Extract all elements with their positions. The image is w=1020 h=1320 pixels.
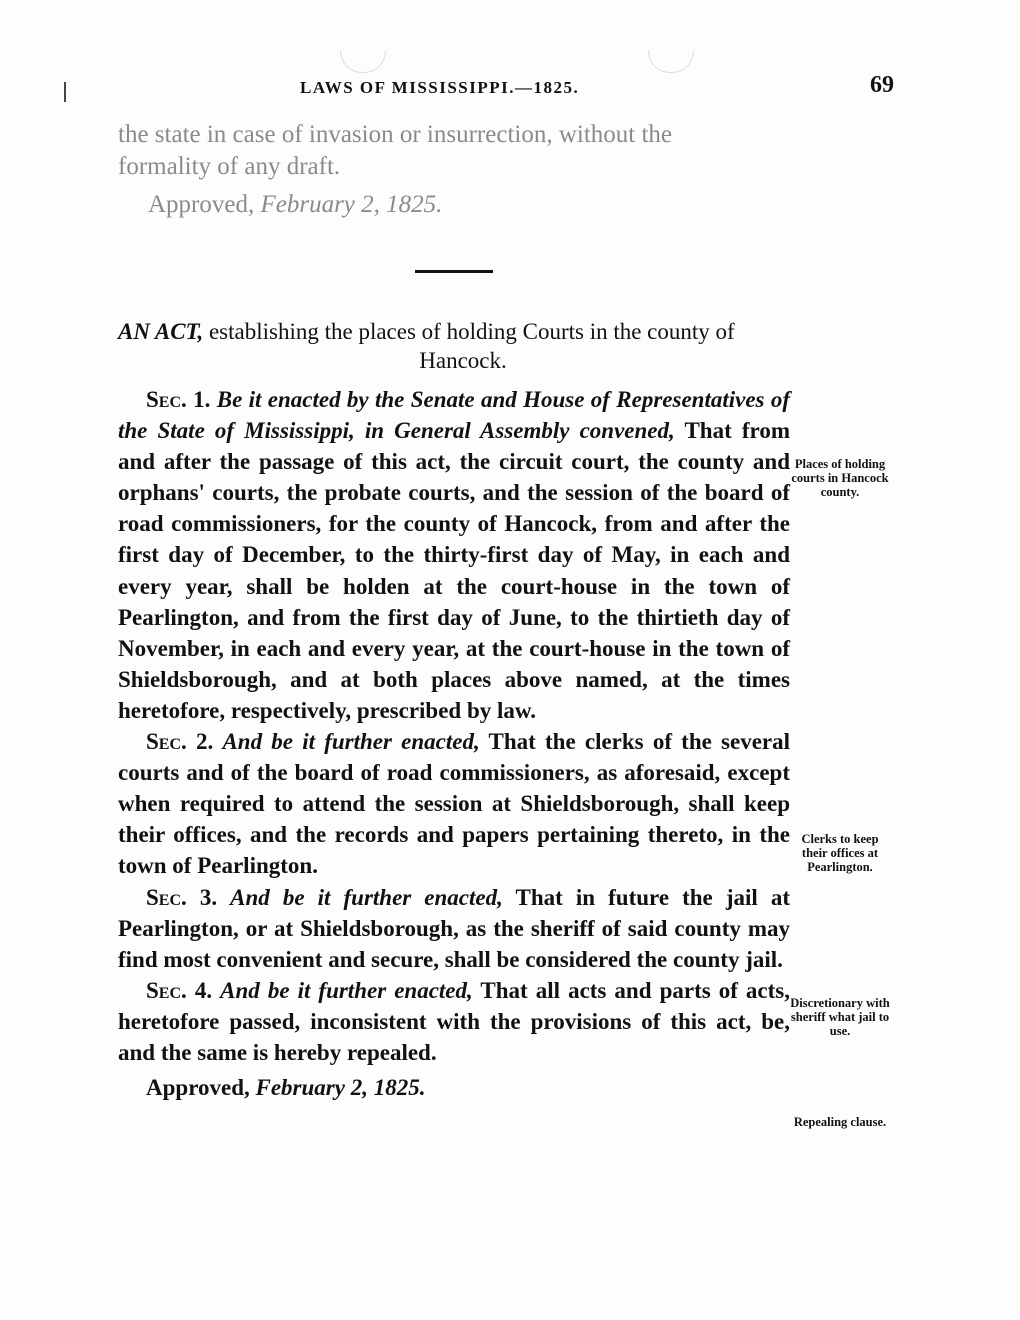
- section-4: [118, 975, 790, 1068]
- approved-date: February 2, 1825.: [260, 191, 443, 218]
- enacting-clause: And be it further enacted,: [230, 884, 503, 910]
- approved-label: Approved,: [146, 1075, 250, 1101]
- enacting-clause: Be it enacted by the Senate and House of Representatives of the State of Mississippi, in General Assembly convened,: [118, 387, 790, 444]
- act-title-county: Hancock.: [419, 348, 507, 373]
- section-text: That from and after the passage of this act, the circuit court, the county and orphans' courts, the probate courts, and the session of the board of road commissioners, for the county of Hancock, from and after the first day of December, to the thirty-first day of May, in each and every year, shall be holden at the court-house in the town of Pearlington, and from the first day of June, to the thirtieth day of November, in each and every year, at the court-house in the town of Shieldsborough, and at both places above named, at the times heretofore, respectively, prescribed by law.: [118, 418, 790, 723]
- act-divider-rule: [415, 270, 493, 273]
- previous-act-line-2: formality of any draft.: [118, 153, 341, 180]
- section-3: [118, 882, 790, 975]
- enacting-clause: And be it further enacted,: [222, 729, 480, 755]
- section-2: [118, 726, 790, 881]
- act-title: [118, 317, 808, 375]
- enacting-clause: And be it further enacted,: [220, 977, 473, 1003]
- binding-hole-mark: [648, 50, 694, 73]
- section-text: That in future the jail at Pearlington, or at Shieldsborough, as the sheriff of said county may find most convenient and secure, shall be considered the county jail.: [118, 884, 791, 972]
- binding-hole-mark: [340, 50, 386, 73]
- previous-act-approval: [148, 190, 442, 220]
- running-header: LAWS OF MISSISSIPPI.—1825.: [300, 78, 580, 97]
- section-text: That the clerks of the several courts and of the board of road commissioners, as aforesaid, except when required to attend the session at Shieldsborough, shall keep their offices, and the records and papers pertaining thereto, in the town of Pearlington.: [118, 729, 791, 879]
- margin-note-places-of-holding-courts: Places of holding courts in Hancock county.: [791, 457, 889, 499]
- section-1: [118, 384, 790, 726]
- section-label: Sec. 3.: [146, 884, 218, 910]
- act-label: AN ACT,: [118, 319, 204, 344]
- margin-note-clerks-offices: Clerks to keep their offices at Pearlington.: [801, 832, 879, 874]
- section-label: Sec. 2.: [146, 729, 214, 755]
- approved-label: Approved,: [148, 191, 255, 218]
- section-text: That all acts and parts of acts, heretofore passed, inconsistent with the provisions of this act, be, and the same is hereby repealed.: [118, 977, 791, 1065]
- scan-edge-mark: [64, 82, 66, 102]
- section-label: Sec. 1.: [146, 387, 211, 412]
- previous-act-line-1: the state in case of invasion or insurrection, without the: [118, 121, 673, 148]
- page-number: 69: [870, 72, 894, 98]
- act-title-text: establishing the places of holding Courts in the county of: [208, 319, 735, 344]
- margin-note-discretionary-jail: Discretionary with sheriff what jail to use.: [790, 996, 890, 1038]
- section-label: Sec. 4.: [146, 977, 213, 1003]
- act-approval: [118, 1072, 790, 1103]
- approved-date: February 2, 1825.: [255, 1075, 426, 1101]
- act-body: [118, 384, 790, 1103]
- margin-note-repealing-clause: Repealing clause.: [793, 1115, 887, 1129]
